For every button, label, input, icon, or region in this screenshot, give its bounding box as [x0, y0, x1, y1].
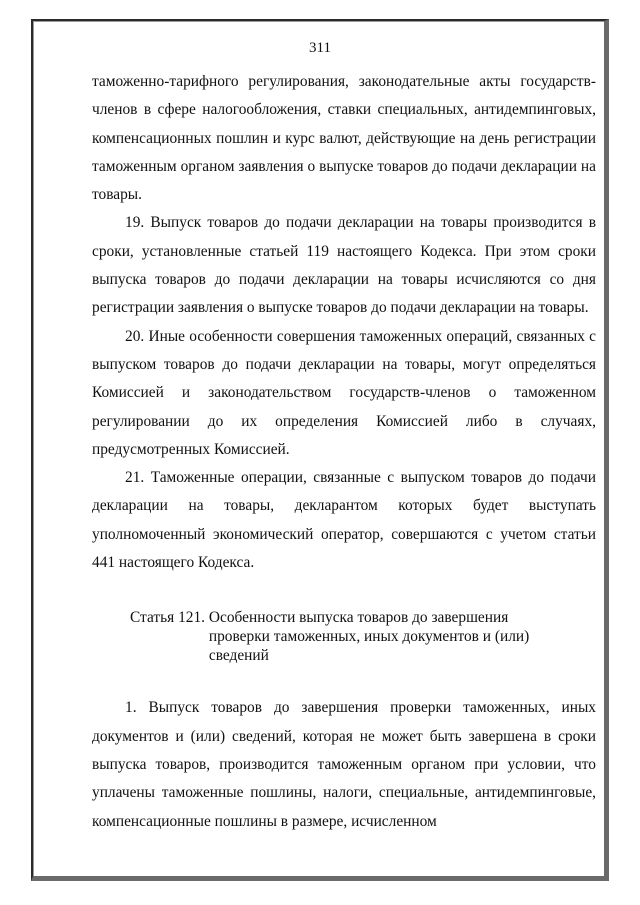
- article-number: Статья 121.: [130, 609, 209, 627]
- paragraph-continuation: таможенно-тарифного регулирования, законодательные акты государств-членов в сфере налогообложения, ставки специальных, антидемпинговых, компенсационных пошлин и курс валют, действующие на день регистрации таможенным органом заявления о выпуске товаров до подачи декларации на товары.: [92, 73, 596, 204]
- paragraph-20: 20. Иные особенности совершения таможенных операций, связанных с выпуском товаров до подачи декларации на товары, могут определяться Комиссией и законодательством государств-членов о таможенном регулировании до их определения Комиссией либо в случаях, предусмотренных Комиссией.: [92, 327, 596, 458]
- article-heading: [92, 608, 596, 665]
- paragraph-21: 21. Таможенные операции, связанные с выпуском товаров до подачи декларации на товары, декларантом которых будет выступать уполномоченный экономический оператор, совершаются с учетом статьи 441 настоящего Кодекса.: [92, 469, 596, 572]
- article-title-line-2: проверки таможенных, иных документов и (или): [208, 628, 530, 646]
- article-paragraph-1: 1. Выпуск товаров до завершения проверки таможенных, иных документов и (или) сведений, которая не может быть завершена в сроки выпуска товаров, производится таможенным органом при условии, что уплачены таможенные пошлины, налоги, специальные, антидемпинговые, компенсационные пошлины в размере, исчисленном: [92, 699, 596, 830]
- page-number: 311: [309, 40, 331, 56]
- article-title: [209, 608, 539, 665]
- article-title-line-1: Особенности выпуска товаров до завершения: [208, 609, 509, 627]
- paragraph-19: 19. Выпуск товаров до подачи декларации на товары производится в сроки, установленные статьей 119 настоящего Кодекса. При этом сроки выпуска товаров до подачи декларации на товары исчисляются со дня регистрации заявления о выпуске товаров до подачи декларации на товары.: [92, 214, 596, 317]
- document-body: [92, 68, 596, 836]
- article-title-line-3: сведений: [208, 647, 269, 665]
